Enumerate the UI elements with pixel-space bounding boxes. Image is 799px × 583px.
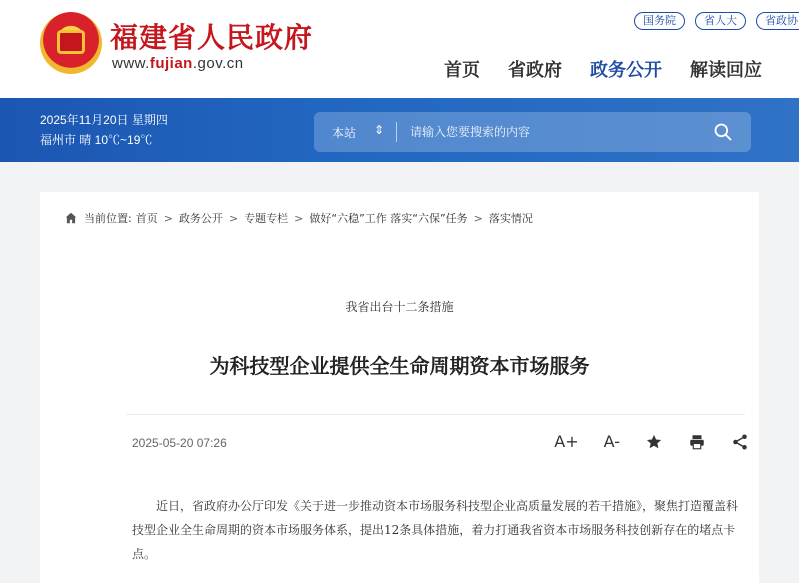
site-url-prefix: www. <box>112 55 150 72</box>
article-tools <box>554 432 749 451</box>
home-icon[interactable] <box>64 211 78 225</box>
divider <box>126 414 745 415</box>
main-nav <box>444 56 762 82</box>
chevron-updown-icon[interactable]: ⇕ <box>374 123 385 137</box>
site-url-brand: fujian <box>149 55 193 72</box>
search-bar[interactable] <box>314 112 751 152</box>
article-card <box>40 192 759 583</box>
breadcrumb-item-government-affairs[interactable]: 政务公开 <box>178 212 223 225</box>
breadcrumb-separator: > <box>294 211 304 225</box>
breadcrumb-item-special-topics[interactable]: 专题专栏 <box>244 212 289 225</box>
breadcrumb-separator: > <box>228 211 239 225</box>
nav-home[interactable]: 首页 <box>444 60 480 81</box>
breadcrumb-separator: > <box>473 211 483 225</box>
article-title: 为科技型企业提供全生命周期资本市场服务 <box>209 354 590 378</box>
top-link-provincial-congress[interactable]: 省人大 <box>695 12 746 30</box>
search-divider <box>396 122 397 142</box>
nav-government-affairs-disclosure[interactable]: 政务公开 <box>590 60 662 81</box>
breadcrumb <box>64 210 533 226</box>
search-scope-select[interactable]: 本站 <box>332 126 357 140</box>
site-header <box>0 0 799 98</box>
share-icon[interactable] <box>731 433 749 451</box>
search-input[interactable] <box>410 120 700 144</box>
top-links <box>634 12 799 30</box>
top-link-state-council[interactable]: 国务院 <box>634 12 685 30</box>
font-increase-button[interactable]: A+ <box>554 432 579 451</box>
site-title[interactable]: 福建省人民政府 <box>110 21 314 54</box>
national-emblem-icon <box>40 12 102 74</box>
article-subtitle: 我省出台十二条措施 <box>345 300 454 314</box>
breadcrumb-item-implementation[interactable]: 落实情况 <box>488 212 533 225</box>
print-icon[interactable] <box>688 433 706 451</box>
weather-text: 福州市 晴 10℃~19℃ <box>40 133 153 147</box>
site-url-suffix: .gov.cn <box>192 55 244 72</box>
breadcrumb-separator: > <box>163 211 173 225</box>
nav-interpretation-response[interactable]: 解读回应 <box>690 60 762 81</box>
date-text: 2025年11月20日 星期四 <box>40 113 168 127</box>
top-link-provincial-cppcc[interactable]: 省政协 <box>756 12 799 30</box>
breadcrumb-item-six-stability[interactable]: 做好“六稳”工作 落实“六保”任务 <box>309 212 468 225</box>
nav-provincial-government[interactable]: 省政府 <box>508 60 562 81</box>
breadcrumb-item-home[interactable]: 首页 <box>135 212 158 225</box>
font-decrease-button[interactable]: A- <box>603 432 620 451</box>
breadcrumb-label: 当前位置: <box>84 212 132 225</box>
date-weather <box>40 110 168 150</box>
site-url[interactable] <box>112 55 244 72</box>
article-body: 近日，省政府办公厅印发《关于进一步推动资本市场服务科技型企业高质量发展的若干措施》，聚焦打造覆盖科技型企业全生命周期的资本市场服务体系，提出12条具体措施，着力打通我省资本市场服务科技创新存在的堵点卡点。 <box>132 499 739 561</box>
search-icon[interactable] <box>713 122 733 142</box>
star-icon[interactable] <box>645 433 663 451</box>
article-datetime: 2025-05-20 07:26 <box>132 436 227 450</box>
